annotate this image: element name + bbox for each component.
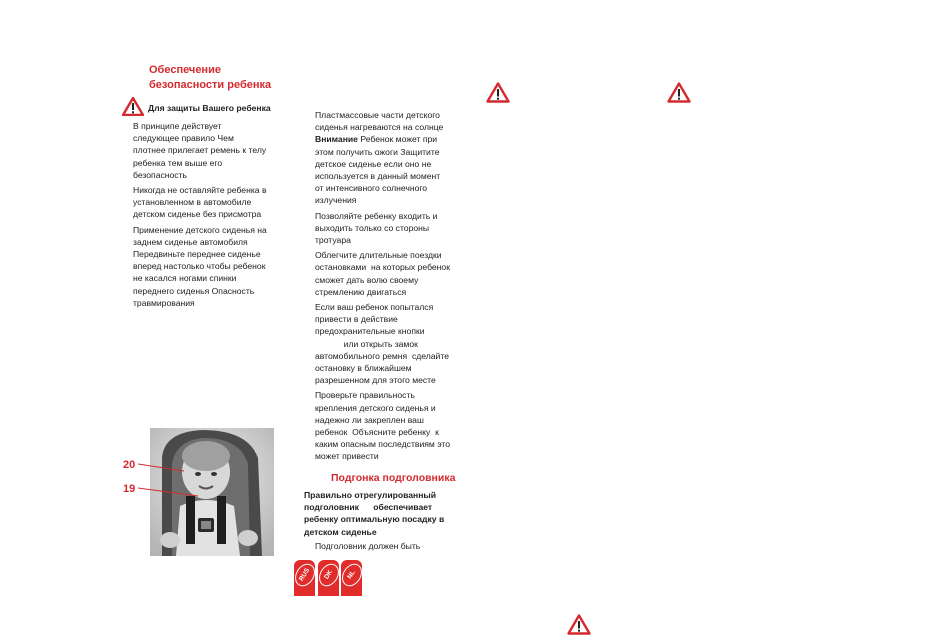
warning-triangle-icon bbox=[667, 82, 691, 103]
text-line: подголовник обеспечивает bbox=[304, 502, 433, 513]
col2-p1-line3: Ребенок может при bbox=[357, 134, 438, 145]
col1-paragraph bbox=[133, 120, 293, 181]
text-line: или открыть замок bbox=[315, 338, 418, 349]
text-line: выходить только со стороны bbox=[315, 222, 430, 233]
text-line: остановку в ближайшем bbox=[315, 363, 412, 374]
language-tab-nl[interactable]: NL bbox=[341, 560, 362, 596]
text-line: привести в действие bbox=[315, 314, 398, 325]
text-line: может привести bbox=[315, 451, 379, 462]
text-line: Проверьте правильность bbox=[315, 390, 415, 401]
col1-paragraph bbox=[133, 224, 293, 309]
text-line: крепления детского сиденья и bbox=[315, 402, 436, 413]
col2-p1-line7: от интенсивного солнечного bbox=[315, 183, 428, 194]
text-line: Позволяйте ребенку входить и bbox=[315, 210, 438, 221]
col2-p1-line2: сиденья нагреваются на солнце bbox=[315, 122, 444, 133]
text-line: установленном в автомобиле bbox=[133, 197, 252, 208]
callout-line-19 bbox=[138, 484, 202, 498]
text-line: тротуара bbox=[315, 235, 351, 246]
col1-paragraph bbox=[133, 184, 293, 221]
text-line: плотнее прилегает ремень к телу bbox=[133, 145, 267, 156]
text-line: Передвиньте переднее сиденье bbox=[133, 249, 261, 260]
text-line: В принципе действует bbox=[133, 121, 222, 131]
text-line: Облегчите длительные поездки bbox=[315, 250, 442, 261]
text-line: автомобильного ремня сделайте bbox=[315, 350, 449, 361]
text-line: переднего сиденья Опасность bbox=[133, 285, 255, 296]
col2-paragraph bbox=[315, 210, 480, 247]
col2-p1-line6: используется в данный момент bbox=[315, 171, 441, 182]
column-1-text bbox=[133, 120, 293, 309]
language-tab-dk[interactable]: DK bbox=[318, 560, 339, 596]
headrest-title: Подгонка подголовника bbox=[331, 472, 456, 484]
text-line: ребенка тем выше его bbox=[133, 157, 223, 168]
text-line: заднем сиденье автомобиля bbox=[133, 236, 248, 247]
text-line: ребенку оптимальную посадку в bbox=[304, 514, 445, 525]
callout-20: 20 bbox=[123, 459, 136, 471]
col2-paragraph bbox=[315, 301, 480, 386]
text-line: безопасность bbox=[133, 169, 188, 180]
section-title-line2: безопасности ребенка bbox=[149, 79, 272, 91]
text-line: остановками на которых ребенок bbox=[315, 262, 450, 273]
column-2-text bbox=[315, 109, 480, 463]
text-line: стремлению двигаться bbox=[315, 286, 407, 297]
text-line: ребенок Объясните ребенку к bbox=[315, 427, 439, 438]
text-line: Если ваш ребенок попытался bbox=[315, 302, 434, 313]
col2-p1-line5: детское сиденье если оно не bbox=[315, 158, 432, 169]
text-line: детском сиденье без присмотра bbox=[133, 209, 262, 220]
callout-line-20 bbox=[138, 460, 188, 474]
text-line: предохранительные кнопки bbox=[315, 326, 425, 337]
protect-heading: Для защиты Вашего ребенка bbox=[148, 103, 271, 113]
text-line: каким опасным последствиям это bbox=[315, 439, 451, 450]
text-line: детском сиденье bbox=[304, 526, 377, 537]
col2-p1-line1: Пластмассовые части детского bbox=[315, 110, 440, 120]
section-title-line1: Обеспечение bbox=[149, 64, 221, 76]
callout-19: 19 bbox=[123, 483, 136, 495]
text-line: сможет дать волю своему bbox=[315, 274, 419, 285]
text-line: не касался ногами спинки bbox=[133, 273, 237, 284]
text-line: травмирования bbox=[133, 297, 195, 308]
col2-paragraph bbox=[315, 389, 480, 462]
headrest-text: Подголовник должен быть bbox=[315, 541, 421, 551]
text-line: разрешенном для этого месте bbox=[315, 375, 436, 386]
text-line: Применение детского сиденья на bbox=[133, 224, 267, 235]
warning-triangle-icon bbox=[567, 614, 591, 635]
text-line: вперед настолько чтобы ребенок bbox=[133, 261, 266, 272]
attention-label: Внимание bbox=[315, 134, 358, 145]
headrest-intro bbox=[304, 489, 474, 538]
text-line: Никогда не оставляйте ребенка в bbox=[133, 185, 267, 196]
text-line: следующее правило Чем bbox=[133, 133, 234, 144]
warning-triangle-icon bbox=[122, 97, 144, 116]
warning-triangle-icon bbox=[486, 82, 510, 103]
col2-paragraph bbox=[315, 249, 480, 298]
text-line: надежно ли закреплен ваш bbox=[315, 414, 424, 425]
col2-p1-line8: излучения bbox=[315, 195, 357, 206]
text-line: Правильно отрегулированный bbox=[304, 490, 437, 500]
language-tab-rus[interactable]: RUS bbox=[294, 560, 315, 596]
col2-p1-line4: этом получить ожоги Защитите bbox=[315, 146, 440, 157]
